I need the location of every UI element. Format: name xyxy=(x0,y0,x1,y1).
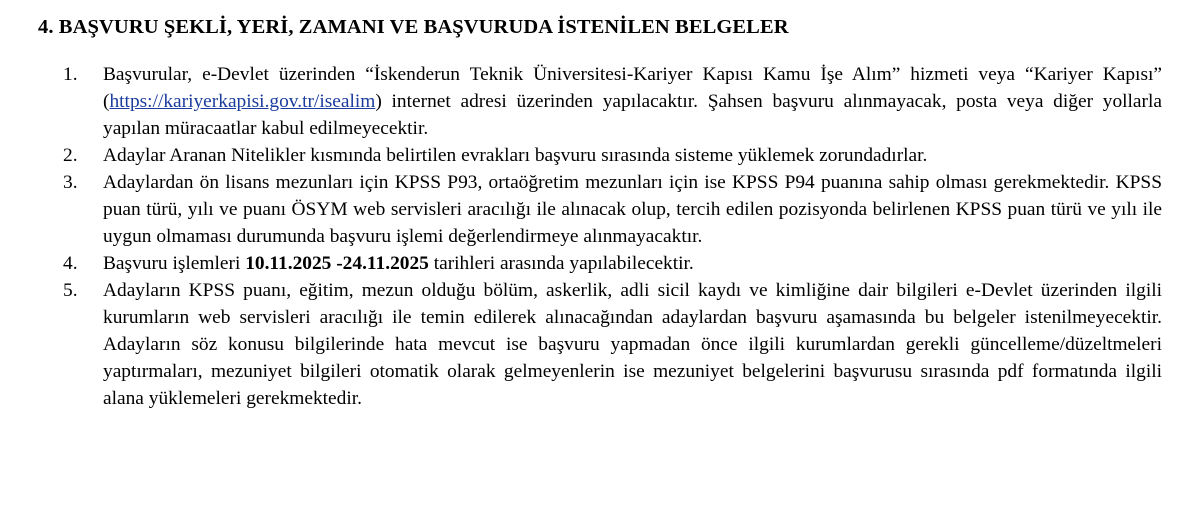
list-item-number: 4. xyxy=(63,253,78,274)
list-item-number: 1. xyxy=(63,64,78,85)
kariyer-kapisi-link[interactable]: https://kariyerkapisi.gov.tr/isealim xyxy=(109,91,376,112)
list-item-1 xyxy=(0,61,1162,142)
list-item-5 xyxy=(0,277,1162,412)
list-item-number: 2. xyxy=(63,145,78,166)
item-4-text-part-1: Başvuru işlemleri xyxy=(103,253,246,274)
item-4-text-part-2: tarihleri arasında yapılabilecektir. xyxy=(428,253,694,274)
application-rules-list xyxy=(0,61,1200,412)
list-item-2 xyxy=(0,142,1162,169)
list-item-number: 3. xyxy=(63,172,78,193)
item-2-text: Adaylar Aranan Nitelikler kısmında belirtilen evrakları başvuru sırasında sisteme yüklemek zorundadırlar. xyxy=(103,145,928,166)
section-heading: 4. BAŞVURU ŞEKLİ, YERİ, ZAMANI VE BAŞVURUDA İSTENİLEN BELGELER xyxy=(38,16,789,38)
application-dates: 10.11.2025 -24.11.2025 xyxy=(245,253,429,274)
list-item-number: 5. xyxy=(63,280,78,301)
item-5-text: Adayların KPSS puanı, eğitim, mezun olduğu bölüm, askerlik, adli sicil kaydı ve kimliğine dair bilgileri e-Devlet üzerinden ilgili kurumların web servisleri aracılığı ile temin edilerek alınacağından adaylardan başvuru aşamasında bu belgeler istenilmeyecektir. Adayların söz konusu bilgilerinde hata mevcut ise başvuru yapmadan önce ilgili kurumlardan gerekli güncelleme/düzeltmeleri yaptırmaları, mezuniyet bilgileri otomatik olarak gelmeyenlerin ise mezuniyet belgelerini başvurusu sırasında pdf formatında ilgili alana yüklemeleri gerekmektedir. xyxy=(103,280,1162,409)
list-item-3 xyxy=(0,169,1162,250)
item-1-text-part-1: Başvurular, e-Devlet üzerinden “İskenderun Teknik Üniversitesi-Kariyer Kapısı Kamu İşe Alım” hizmeti veya “Kariyer Kapısı” ( xyxy=(103,64,1162,112)
list-item-4 xyxy=(0,250,1162,277)
item-3-text: Adaylardan ön lisans mezunları için KPSS P93, ortaöğretim mezunları için ise KPSS P94 puanına sahip olması gerekmektedir. KPSS puan türü, yılı ve puanı ÖSYM web servisleri aracılığı ile alınacak olup, tercih edilen pozisyonda belirlenen KPSS puan türü ve yılı ile uygun olmaması durumunda başvuru işlemi değerlendirmeye alınmayacaktır. xyxy=(103,172,1162,247)
item-1-text-part-2: ) internet adresi üzerinden yapılacaktır. Şahsen başvuru alınmayacak, posta veya diğer yollarla yapılan müracaatlar kabul edilmeyecektir. xyxy=(103,91,1162,139)
